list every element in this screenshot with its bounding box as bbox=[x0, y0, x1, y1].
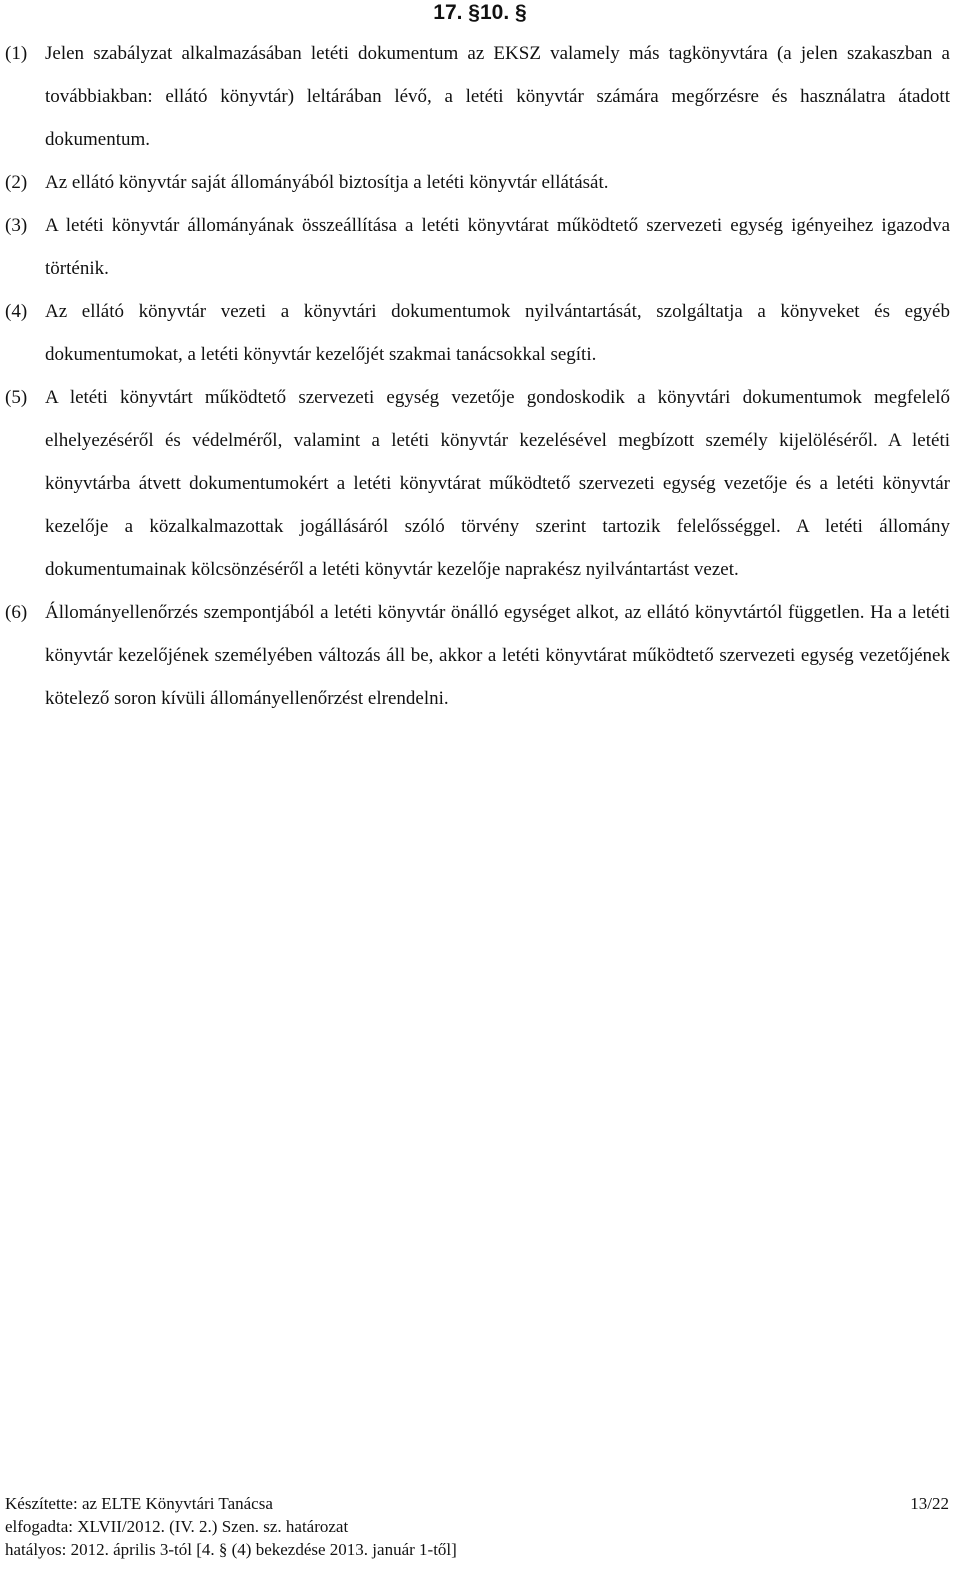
paragraph-2 bbox=[5, 161, 950, 204]
paragraph-text: Az ellátó könyvtár vezeti a könyvtári dokumentumok nyilvántartását, szolgáltatja a könyveket és egyéb dokumentumokat, a letéti könyvtár kezelőjét szakmai tanácsokkal segíti. bbox=[45, 301, 950, 365]
paragraph-number: (1) bbox=[5, 43, 28, 64]
paragraph-number: (2) bbox=[5, 172, 28, 193]
paragraph-text: A letéti könyvtárt működtető szervezeti egység vezetője gondoskodik a könyvtári dokumentumok megfelelő elhelyezéséről és védelméről, valamint a letéti könyvtár kezelésével megbízott személy kijelöléséről. A letéti könyvtárba átvett dokumentumokért a letéti könyvtárat működtető szervezeti egység vezetője és a letéti könyvtár kezelője a közalkalmazottak jogállásáról szóló törvény szerint tartozik felelősséggel. A letéti állomány dokumentumainak kölcsönzéséről a letéti könyvtár kezelője naprakész nyilvántartást vezet. bbox=[45, 387, 950, 580]
paragraph-number: (3) bbox=[5, 215, 28, 236]
paragraph-text: Az ellátó könyvtár saját állományából biztosítja a letéti könyvtár ellátását. bbox=[45, 172, 609, 193]
footer-row bbox=[5, 1492, 949, 1515]
paragraph-text: A letéti könyvtár állományának összeállítása a letéti könyvtárat működtető szervezeti egység igényeihez igazodva történik. bbox=[45, 215, 950, 279]
page-footer bbox=[5, 1492, 949, 1561]
paragraph-list bbox=[5, 32, 950, 720]
paragraph-text: Jelen szabályzat alkalmazásában letéti dokumentum az EKSZ valamely más tagkönyvtára (a jelen szakaszban a továbbiakban: ellátó könyvtár) leltárában lévő, a letéti könyvtár számára megőrzésre és használatra átadott dokumentum. bbox=[45, 43, 950, 150]
paragraph-number: (5) bbox=[5, 387, 28, 408]
paragraph-4 bbox=[5, 290, 950, 376]
paragraph-number: (6) bbox=[5, 602, 28, 623]
section-heading: 17. §10. § bbox=[433, 1, 527, 24]
page-number: 13/22 bbox=[910, 1494, 949, 1513]
footer-adopted: elfogadta: XLVII/2012. (IV. 2.) Szen. sz. határozat bbox=[5, 1517, 349, 1536]
footer-author: Készítette: az ELTE Könyvtári Tanácsa bbox=[5, 1494, 273, 1513]
paragraph-6 bbox=[5, 591, 950, 720]
paragraph-3 bbox=[5, 204, 950, 290]
paragraph-number: (4) bbox=[5, 301, 28, 322]
paragraph-5 bbox=[5, 376, 950, 591]
paragraph-1 bbox=[5, 32, 950, 161]
footer-effective: hatályos: 2012. április 3-tól [4. § (4) bekezdése 2013. január 1-től] bbox=[5, 1540, 457, 1559]
paragraph-text: Állományellenőrzés szempontjából a letéti könyvtár önálló egységet alkot, az ellátó könyvtártól független. Ha a letéti könyvtár kezelőjének személyében változás áll be, akkor a letéti könyvtárat működtető szervezeti egység vezetőjének kötelező soron kívüli állományellenőrzést elrendelni. bbox=[45, 602, 950, 709]
